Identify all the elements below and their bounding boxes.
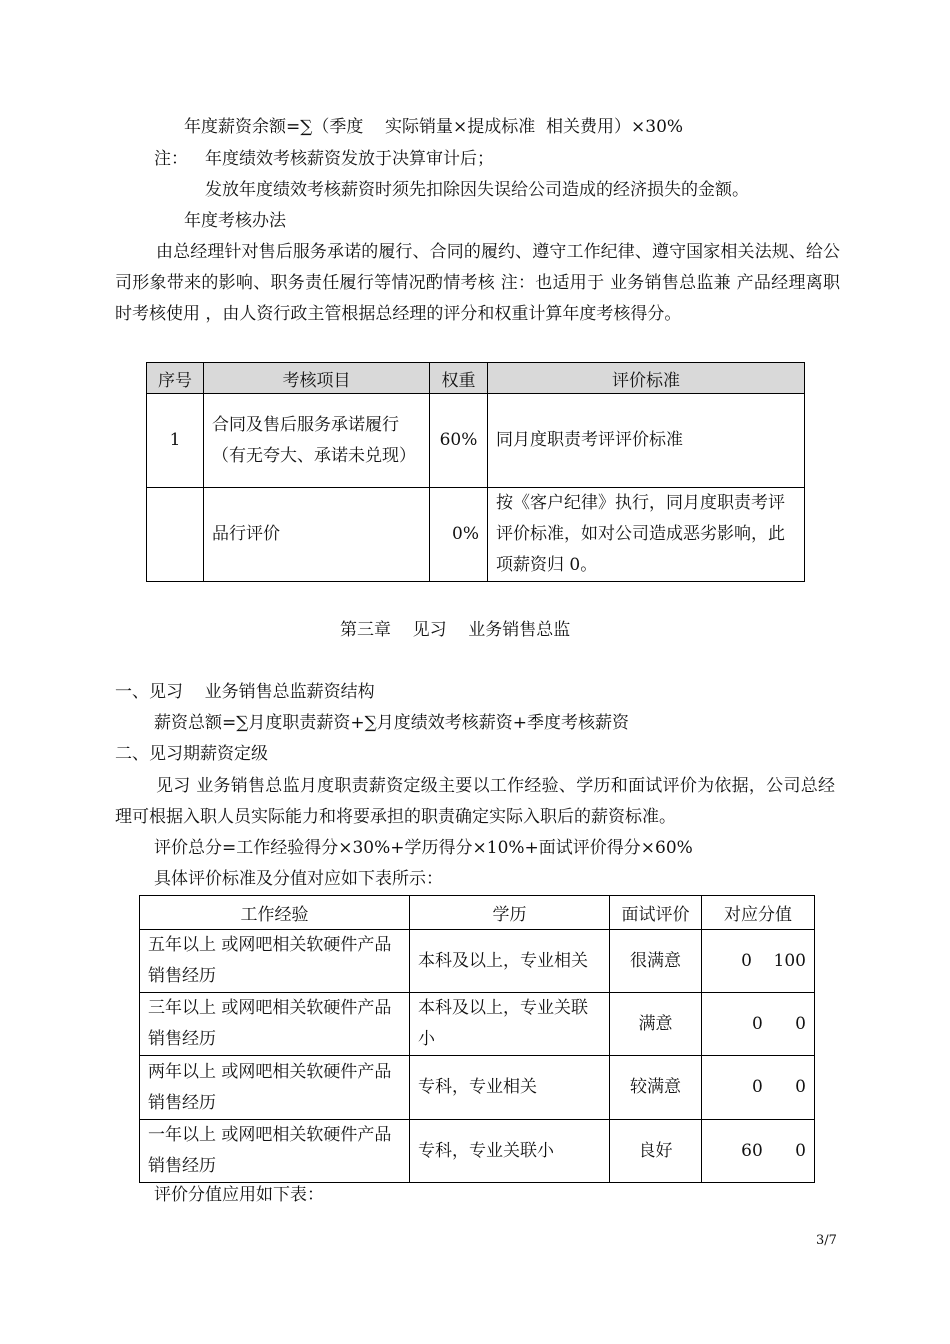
table-row	[140, 1120, 815, 1183]
annual-method-title: 年度考核办法	[184, 211, 286, 231]
header-education: 学历	[410, 896, 610, 930]
header-score: 对应分值	[702, 896, 815, 930]
note-line-1: 年度绩效考核薪资发放于决算审计后；	[205, 149, 494, 169]
cell-experience: 五年以上 或网吧相关软硬件产品销售经历	[140, 930, 410, 993]
cell-standard: 按《客户纪律》执行，同月度职责考评评价标准，如对公司造成恶劣影响，此项薪资归 0。	[488, 488, 805, 582]
salary-total-formula: 薪资总额=∑月度职责薪资+∑月度绩效考核薪资+季度考核薪资	[154, 713, 630, 733]
annual-salary-formula: 年度薪资余额=∑（季度 实际销量×提成标准 相关费用）×30%	[184, 117, 684, 137]
cell-education: 专科，专业关联小	[410, 1120, 610, 1183]
cell-interview: 很满意	[610, 930, 702, 993]
cell-experience: 三年以上 或网吧相关软硬件产品销售经历	[140, 993, 410, 1056]
header-weight: 权重	[430, 363, 488, 394]
cell-no	[147, 488, 204, 582]
cell-education: 专科，专业相关	[410, 1056, 610, 1120]
cell-weight: 60%	[430, 394, 488, 488]
cell-experience: 两年以上 或网吧相关软硬件产品销售经历	[140, 1056, 410, 1120]
table-intro: 具体评价标准及分值对应如下表所示：	[154, 869, 443, 889]
header-item: 考核项目	[204, 363, 430, 394]
cell-interview: 良好	[610, 1120, 702, 1183]
after-table-text: 评价分值应用如下表：	[154, 1185, 324, 1205]
cell-score: 0 100	[702, 930, 815, 993]
note-label: 注：	[154, 149, 188, 169]
header-experience: 工作经验	[140, 896, 410, 930]
table-row	[147, 488, 805, 582]
table-row	[147, 394, 805, 488]
cell-score: 0 0	[702, 1056, 815, 1120]
cell-score: 0 0	[702, 993, 815, 1056]
score-formula: 评价总分=工作经验得分×30%+学历得分×10%+面试评价得分×60%	[154, 838, 693, 858]
table-header-row	[140, 896, 815, 930]
table-header-row	[147, 363, 805, 394]
cell-interview: 满意	[610, 993, 702, 1056]
page-number: 3/7	[816, 1233, 837, 1248]
annual-assessment-table	[146, 362, 805, 582]
header-interview: 面试评价	[610, 896, 702, 930]
table-row	[140, 1056, 815, 1120]
cell-standard: 同月度职责考评评价标准	[488, 394, 805, 488]
section2-heading: 二、见习期薪资定级	[115, 744, 268, 764]
chapter-title: 第三章 见习 业务销售总监	[340, 620, 571, 640]
header-no: 序号	[147, 363, 204, 394]
section1-heading: 一、见习 业务销售总监薪资结构	[115, 682, 375, 702]
cell-weight: 0%	[430, 488, 488, 582]
cell-experience: 一年以上 或网吧相关软硬件产品销售经历	[140, 1120, 410, 1183]
table-row	[140, 993, 815, 1056]
annual-method-text: 由总经理针对售后服务承诺的履行、合同的履约、遵守工作纪律、遵守国家相关法规、给公司形象带来的影响、职务责任履行等情况酌情考核 注：也适用于 业务销售总监兼 产品经理离职时考核使用 ，由人资行政主管根据总经理的评分和权重计算年度考核得分。	[115, 242, 840, 324]
cell-no: 1	[147, 394, 204, 488]
cell-education: 本科及以上，专业相关	[410, 930, 610, 993]
header-standard: 评价标准	[488, 363, 805, 394]
cell-item: 品行评价	[204, 488, 430, 582]
cell-item: 合同及售后服务承诺履行（有无夸大、承诺未兑现）	[204, 394, 430, 488]
note-line-2: 发放年度绩效考核薪资时须先扣除因失误给公司造成的经济损失的金额。	[205, 180, 749, 200]
cell-interview: 较满意	[610, 1056, 702, 1120]
cell-score: 60 0	[702, 1120, 815, 1183]
evaluation-standard-table	[139, 895, 815, 1183]
section2-text: 见习 业务销售总监月度职责薪资定级主要以工作经验、学历和面试评价为依据，公司总经理可根据入职人员实际能力和将要承担的职责确定实际入职后的薪资标准。	[115, 776, 835, 827]
table-row	[140, 930, 815, 993]
cell-education: 本科及以上，专业关联小	[410, 993, 610, 1056]
